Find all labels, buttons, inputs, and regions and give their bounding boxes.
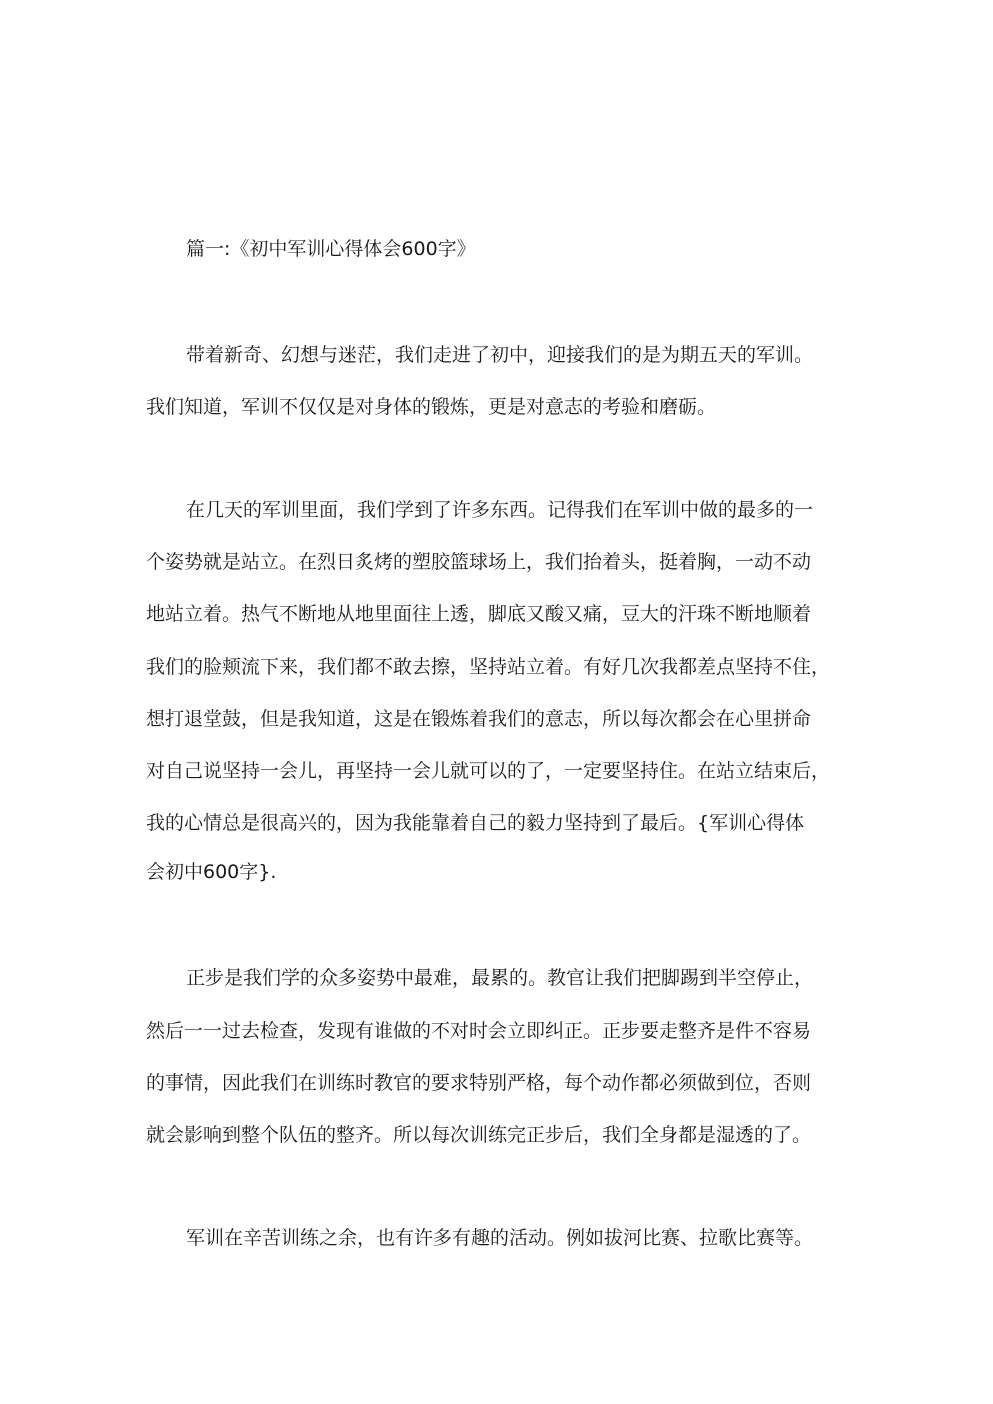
paragraph-2-line-3: 地站立着。热气不断地从地里面往上透，脚底又酸又痛，豆大的汗珠不断地顺着 bbox=[146, 603, 812, 625]
paragraph-2-line-1: 在几天的军训里面，我们学到了许多东西。记得我们在军训中做的最多的一 bbox=[186, 499, 814, 521]
paragraph-3-line-2: 然后一一过去检查，发现有谁做的不对时会立即纠正。正步要走整齐是件不容易 bbox=[146, 1020, 812, 1042]
paragraph-2-line-5: 想打退堂鼓，但是我知道，这是在锻炼着我们的意志，所以每次都会在心里拼命 bbox=[146, 708, 812, 730]
paragraph-1-line-1: 带着新奇、幻想与迷茫，我们走进了初中，迎接我们的是为期五天的军训。 bbox=[186, 344, 814, 366]
paragraph-2-line-7: 我的心情总是很高兴的，因为我能靠着自己的毅力坚持到了最后。{军训心得体 bbox=[146, 812, 805, 834]
paragraph-2-line-2: 个姿势就是站立。在烈日炙烤的塑胶篮球场上，我们抬着头，挺着胸，一动不动 bbox=[146, 551, 812, 573]
document-title: 篇一:《初中军训心得体会600字》 bbox=[186, 238, 476, 260]
paragraph-3-line-4: 就会影响到整个队伍的整齐。所以每次训练完正步后，我们全身都是湿透的了。 bbox=[146, 1124, 812, 1146]
paragraph-2-line-6: 对自己说坚持一会儿，再坚持一会儿就可以的了，一定要坚持住。在站立结束后， bbox=[146, 760, 831, 782]
paragraph-1-line-2: 我们知道，军训不仅仅是对身体的锻炼，更是对意志的考验和磨砺。 bbox=[146, 396, 717, 418]
paragraph-3-line-1: 正步是我们学的众多姿势中最难，最累的。教官让我们把脚踢到半空停止， bbox=[186, 967, 814, 989]
paragraph-2-line-4: 我们的脸颊流下来，我们都不敢去擦，坚持站立着。有好几次我都差点坚持不住， bbox=[146, 656, 831, 678]
paragraph-4-line-1: 军训在辛苦训练之余，也有许多有趣的活动。例如拔河比赛、拉歌比赛等。 bbox=[186, 1227, 814, 1249]
paragraph-3-line-3: 的事情，因此我们在训练时教官的要求特别严格，每个动作都必须做到位，否则 bbox=[146, 1072, 812, 1094]
paragraph-2-line-8: 会初中600字}. bbox=[146, 861, 277, 883]
